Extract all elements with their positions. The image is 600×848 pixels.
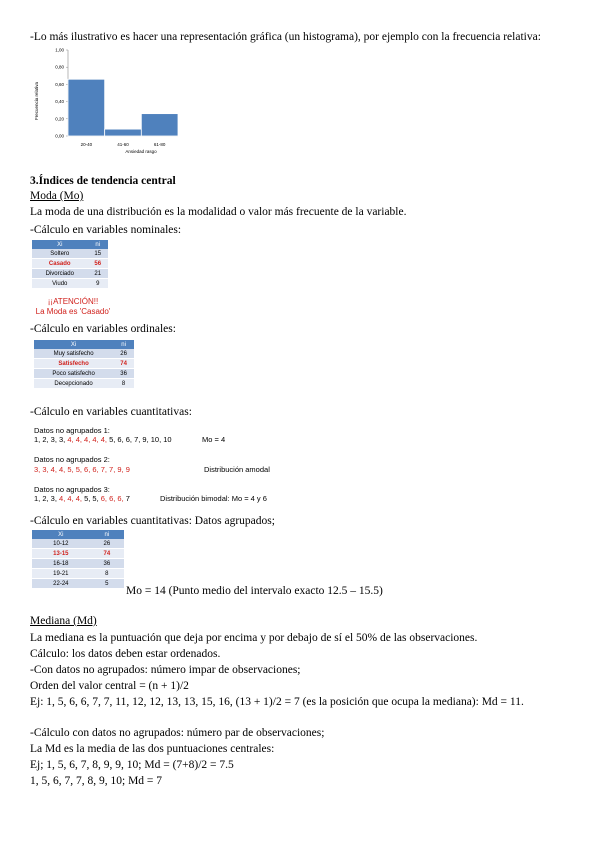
cell: 74 — [90, 549, 124, 559]
y-axis-label: Frecuencia relativa — [34, 81, 39, 121]
datos2-title: Datos no agrupados 2: — [34, 455, 110, 464]
cell: 36 — [90, 559, 124, 569]
mediana-line-6: -Cálculo con datos no agrupados: número par de observaciones; — [30, 727, 325, 739]
grouped-table — [32, 530, 124, 589]
cell: Decepcionado — [34, 379, 113, 389]
cell: 15 — [88, 249, 109, 259]
table-row — [34, 349, 134, 359]
cell: 56 — [88, 259, 109, 269]
nominal-table — [32, 240, 108, 289]
table-header — [32, 240, 108, 249]
moda-definition: La moda de una distribución es la modalidad o valor más frecuente de la variable. — [30, 206, 407, 218]
cell: 21 — [88, 269, 109, 279]
cell: 5 — [90, 579, 124, 589]
datos3-mode-a: 4, 4, 4, — [59, 494, 85, 503]
header-ni: ni — [88, 240, 109, 249]
datos3-row — [34, 494, 130, 504]
attention-line-1: ¡¡ATENCIÓN!! — [47, 297, 99, 306]
ordinal-table — [34, 340, 134, 389]
histogram-chart — [30, 44, 200, 156]
section-heading: 3.Índices de tendencia central — [30, 175, 176, 187]
y-tick-label: 0,00 — [55, 133, 64, 139]
quant-label: -Cálculo en variables cuantitativas: — [30, 406, 192, 418]
header-xi: Xi — [34, 340, 113, 349]
histogram-bar — [68, 79, 105, 136]
table-row — [32, 279, 108, 289]
datos1-row — [34, 435, 172, 445]
datos3-values-c: 7 — [125, 494, 130, 503]
y-tick-label: 0,40 — [55, 99, 64, 105]
table-row — [34, 379, 134, 389]
datos2-result: Distribución amodal — [204, 465, 270, 474]
cell: Divorciado — [32, 269, 88, 279]
datos3-values-a: 1, 2, 3, — [34, 494, 60, 503]
table-header — [34, 340, 134, 349]
mediana-line-1: La mediana es la puntuación que deja por encima y por debajo de sí el 50% de las observaciones. — [30, 632, 478, 644]
nominal-label: -Cálculo en variables nominales: — [30, 224, 182, 236]
grouped-result: Mo = 14 (Punto medio del intervalo exacto 12.5 – 15.5) — [126, 585, 383, 597]
cell: 8 — [90, 569, 124, 579]
x-axis-label: Ansiedad rasgo — [125, 149, 157, 154]
y-tick-label: 0,80 — [55, 64, 64, 70]
header-xi: Xi — [32, 530, 90, 539]
mediana-line-9: 1, 5, 6, 7, 7, 8, 9, 10; Md = 7 — [30, 775, 163, 787]
table-row — [34, 359, 134, 369]
mediana-line-2: Cálculo: los datos deben estar ordenados. — [30, 648, 221, 660]
cell: 8 — [113, 379, 134, 389]
table-row — [32, 259, 108, 269]
attention-line-2: La Moda es 'Casado' — [35, 307, 111, 316]
y-tick-label: 0,20 — [55, 116, 64, 122]
cell: Poco satisfecho — [34, 369, 113, 379]
header-ni: ni — [90, 530, 124, 539]
histogram-bar — [141, 114, 178, 136]
header-xi: Xi — [32, 240, 88, 249]
y-tick-label: 1,00 — [55, 47, 64, 53]
x-tick-label: 41-60 — [117, 142, 129, 147]
moda-title: Moda (Mo) — [30, 190, 84, 202]
datos3-values-b: 5, 5, — [84, 494, 101, 503]
mediana-line-7: La Md es la media de las dos puntuaciones centrales: — [30, 743, 275, 755]
ordinal-label: -Cálculo en variables ordinales: — [30, 323, 176, 335]
cell: Viudo — [32, 279, 88, 289]
datos3-result: Distribución bimodal: Mo = 4 y 6 — [160, 494, 267, 503]
datos1-title: Datos no agrupados 1: — [34, 426, 110, 435]
cell: 9 — [88, 279, 109, 289]
mediana-title: Mediana (Md) — [30, 615, 97, 627]
cell: 26 — [113, 349, 134, 359]
cell: 36 — [113, 369, 134, 379]
cell: Satisfecho — [34, 359, 113, 369]
cell: Casado — [32, 259, 88, 269]
cell: Soltero — [32, 249, 88, 259]
histogram-bar — [105, 129, 142, 136]
attention-note — [28, 297, 118, 317]
mediana-line-8: Ej; 1, 5, 6, 7, 8, 9, 9, 10; Md = (7+8)/2 = 7.5 — [30, 759, 234, 771]
cell: 22-24 — [32, 579, 90, 589]
datos3-mode-b: 6, 6, 6, — [100, 494, 126, 503]
cell: 13-15 — [32, 549, 90, 559]
table-header — [32, 530, 124, 539]
cell: 19-21 — [32, 569, 90, 579]
datos1-mode-values: 4, 4, 4, 4, 4, — [67, 435, 110, 444]
datos1-result: Mo = 4 — [202, 435, 226, 444]
cell: 26 — [90, 539, 124, 549]
datos1-values-a: 1, 2, 3, 3, — [34, 435, 68, 444]
mediana-line-5: Ej: 1, 5, 6, 6, 7, 7, 11, 12, 12, 13, 13, 15, 16, (13 + 1)/2 = 7 (es la posición que ocupa la mediana): Md = 11. — [30, 696, 524, 708]
table-row — [32, 249, 108, 259]
x-tick-label: 61-80 — [153, 142, 166, 147]
datos1-values-b: 5, 6, 6, 7, 9, 10, 10 — [109, 435, 172, 444]
table-row — [32, 549, 124, 559]
table-row — [32, 539, 124, 549]
cell: 16-18 — [32, 559, 90, 569]
mediana-line-4: Orden del valor central = (n + 1)/2 — [30, 680, 189, 692]
datos3-title: Datos no agrupados 3: — [34, 485, 110, 494]
table-row — [32, 579, 124, 589]
y-tick-label: 0,60 — [55, 81, 64, 87]
grouped-label: -Cálculo en variables cuantitativas: Datos agrupados; — [30, 515, 275, 527]
datos2-values: 3, 3, 4, 4, 5, 5, 6, 6, 7, 7, 9, 9 — [34, 465, 130, 474]
table-row — [32, 559, 124, 569]
cell: 74 — [113, 359, 134, 369]
table-row — [32, 569, 124, 579]
x-tick-label: 20-40 — [80, 142, 93, 147]
table-row — [32, 269, 108, 279]
header-ni: ni — [113, 340, 134, 349]
cell: Muy satisfecho — [34, 349, 113, 359]
table-row — [34, 369, 134, 379]
intro-text: -Lo más ilustrativo es hacer una representación gráfica (un histograma), por ejemplo con la frecuencia relativa: — [30, 31, 541, 43]
mediana-line-3: -Con datos no agrupados: número impar de observaciones; — [30, 664, 301, 676]
cell: 10-12 — [32, 539, 90, 549]
